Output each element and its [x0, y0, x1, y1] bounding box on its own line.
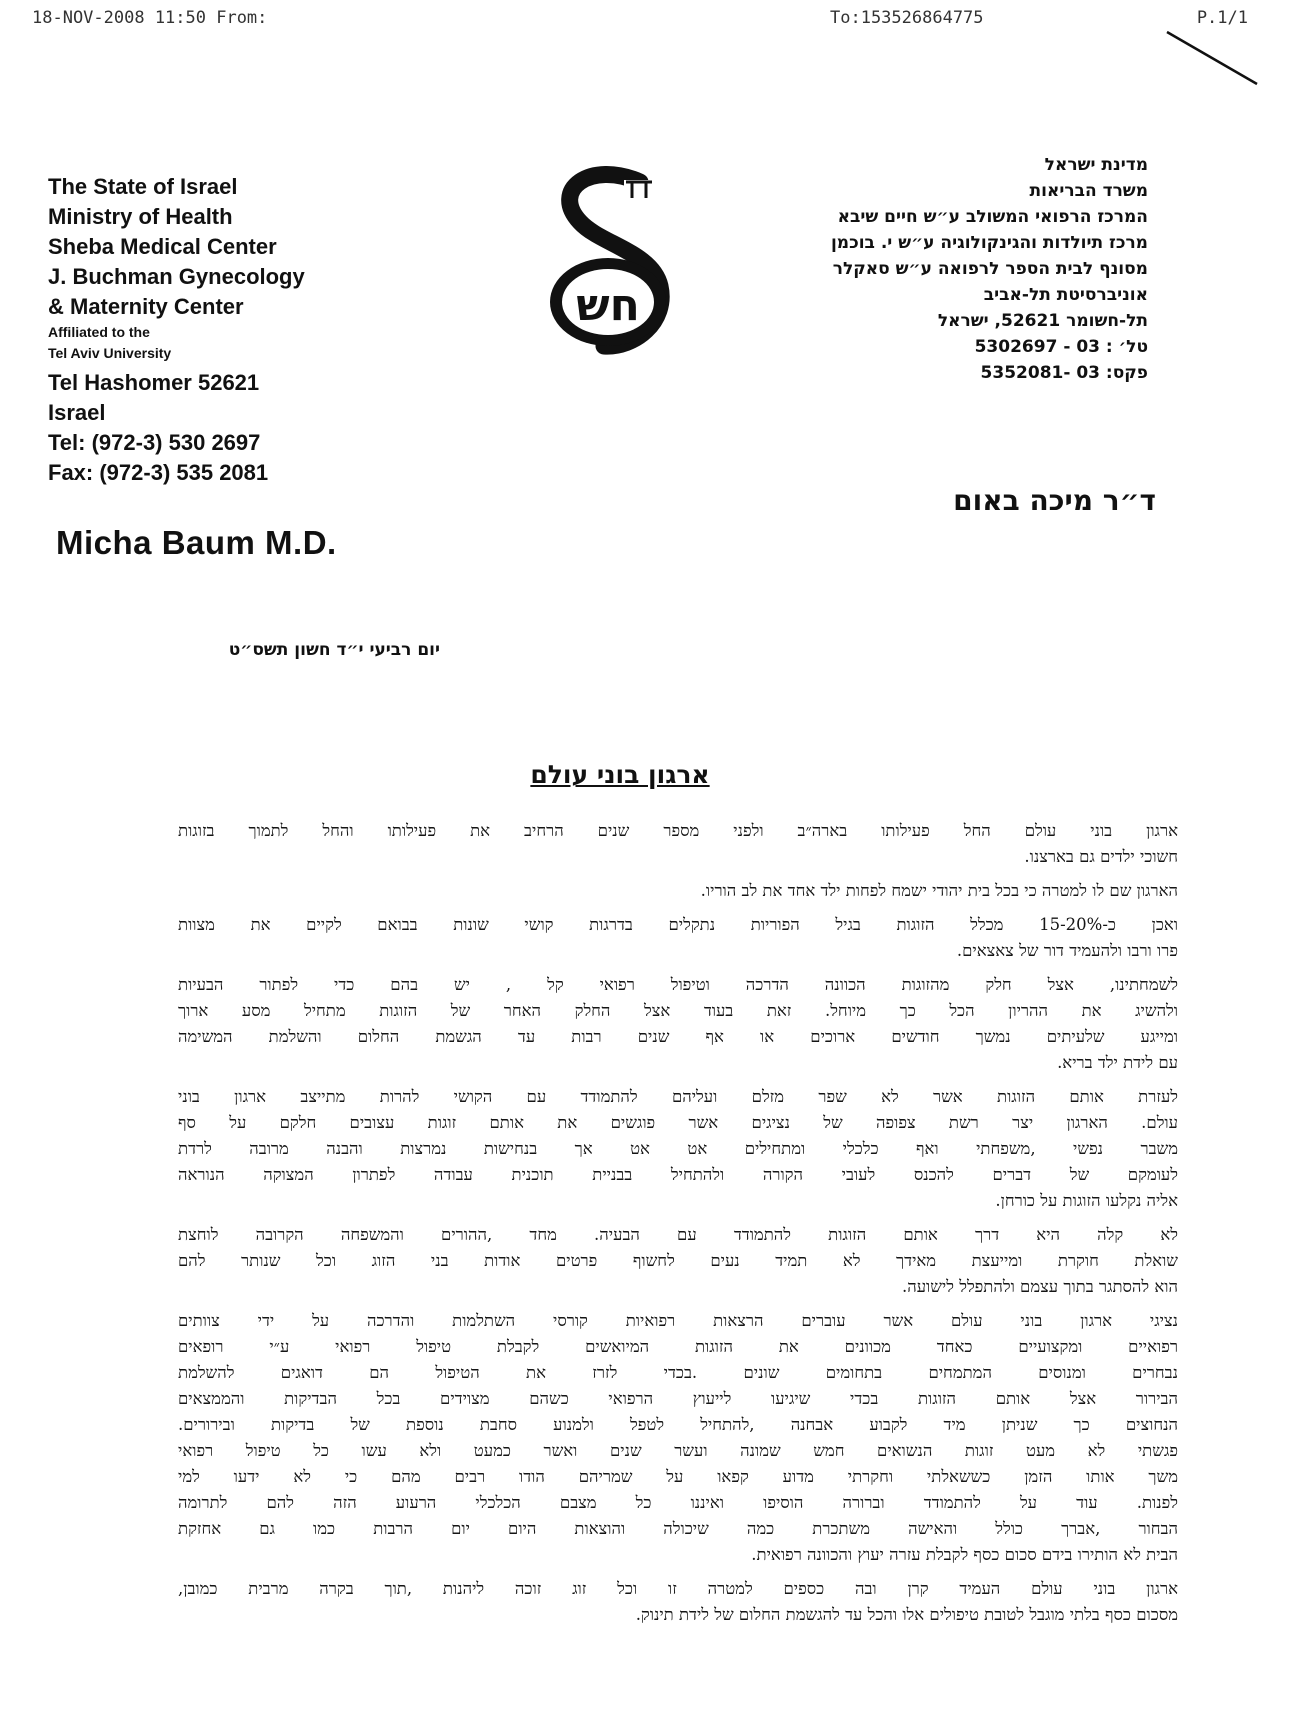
body-paragraph [178, 1576, 1178, 1628]
body-line: רפואיים ומקצועיים כאחד מכוונים את הזוגות המיואשים לקבלת טיפול רפואי ע״י רופאים [178, 1337, 1178, 1356]
body-line: ארגון בוני עולם החל פעילותו בארה״ב ולפני מספר שנים הרחיב את פעילותו והחל לתמוך בזוגות [178, 821, 1178, 840]
letterhead-he-fax: פקס: 03 -5352081 [980, 363, 1148, 383]
letter-body [178, 818, 1178, 1636]
body-line: משך אותו הזמן כששאלתי וחקרתי מדוע קפאו על שמריהם הודו רבים מהם כי לא ידעו למי [178, 1467, 1178, 1486]
body-line: שואלת חוקרת ומייעצת מאידך לא תמיד נעים לחשוף פרטים אודות בני הזוג וכל שנותר להם [178, 1251, 1178, 1270]
letterhead-he-ministry: משרד הבריאות [1029, 181, 1148, 201]
body-paragraph [178, 1084, 1178, 1214]
fax-recipient: To:153526864775 [830, 8, 984, 28]
letterhead-medical-center: Sheba Medical Center [48, 234, 277, 259]
letterhead-hebrew [718, 152, 1148, 386]
fax-page-number: P.1/1 [1196, 8, 1248, 28]
body-line: לא קלה היא דרך אותם הזוגות להתמודד עם הבעיה. מחד ,ההורים והמשפחה הקרובה לוחצת [178, 1225, 1178, 1244]
body-line: הארגון שם לו למטרה כי בכל בית יהודי ישמח לפחות ילד אחד את לב הוריו. [700, 881, 1178, 900]
letterhead-address: Tel Hashomer 52621 [48, 370, 260, 395]
body-paragraph [178, 1308, 1178, 1568]
body-line: מסכום כסף בלתי מוגבל לטובת טיפולים אלו והכל עד להגשמת החלום של לידת תינוק. [635, 1605, 1178, 1624]
body-line: ולהשיג את ההריון הכל כך מיוחל. זאת בעוד אצל החלק האחר של הזוגות מתחיל מסע ארוך [178, 1001, 1178, 1020]
body-line: חשוכי ילדים גם בארצנו. [1024, 847, 1178, 866]
body-line: לשמחתינו, אצל חלק מהזוגות הכוונה הדרכה וטיפול רפואי קל , יש בהם כדי לפתור הבעיות [178, 975, 1178, 994]
body-paragraph [178, 818, 1178, 870]
sheba-logo [520, 160, 700, 360]
body-paragraph [178, 972, 1178, 1076]
letterhead-he-state: מדינת ישראל [1044, 155, 1148, 175]
letterhead-state: The State of Israel [48, 174, 238, 199]
body-paragraph [178, 912, 1178, 964]
letterhead-english [48, 172, 408, 488]
body-paragraph [178, 878, 1178, 904]
body-line: לעזרת אותם הזוגות אשר לא שפר מזלם ועליהם להתמודד עם הקושי להרות מתייצב ארגון בוני [178, 1087, 1178, 1106]
body-line: פגשתי לא מעט זוגות הנשואים חמש שמונה ועשר שנים ואשר כמעט ולא עשו כל טיפול רפואי [178, 1441, 1178, 1460]
logo-letters: חש [576, 280, 640, 331]
letterhead-he-medical-center: המרכז הרפואי המשולב ע״ש חיים שיבא [837, 207, 1148, 227]
fax-header [0, 8, 1296, 34]
body-line: ומייגע שלעיתים נמשך חודשים ארוכים או אף שנים רבות עד הגשמת החלום והשלמת המשימה [178, 1027, 1178, 1046]
body-line: נציגי ארגון בוני עולם אשר עוברים הרצאות רפואיות קורסי השתלמות והדרכה על ידי צוותים [178, 1311, 1178, 1330]
letterhead-university: Tel Aviv University [48, 345, 172, 361]
body-line: הוא להסתגר בתוך עצמם ולהתפלל לישועה. [901, 1277, 1178, 1296]
letterhead-phone: Tel: (972-3) 530 2697 [48, 430, 261, 455]
letterhead-he-phone: טל׳ : 03 - 5302697 [974, 337, 1148, 357]
letterhead-department-2: & Maternity Center [48, 294, 244, 319]
body-line: אליה נקלעו הזוגות על כורחן. [995, 1191, 1178, 1210]
body-line: ואכן כ-15-20% מכלל הזוגות בגיל הפוריות נתקלים בדרגות קושי שונות בבואם לקיים את מצוות [178, 915, 1178, 934]
letterhead-ministry: Ministry of Health [48, 204, 233, 229]
letter-date: יום רביעי י״ד חשון תשס״ט [228, 640, 440, 660]
letterhead-department: J. Buchman Gynecology [48, 264, 305, 289]
fax-slash-mark [1165, 28, 1265, 88]
body-line: הבירור אצל אותם הזוגות בכדי שיגיעו לייעוץ הרפואי כשהם מצוידים בכל הבדיקות והממצאים [178, 1389, 1178, 1408]
doctor-name-english: Micha Baum M.D. [56, 524, 337, 561]
body-line: פרו ורבו ולהעמיד דור של צאצאים. [956, 941, 1178, 960]
body-paragraph [178, 1222, 1178, 1300]
letterhead-fax: Fax: (972-3) 535 2081 [48, 460, 269, 485]
body-line: לפנות. עוד על להתמודד וברורה הוסיפו ואיננו כל מצבם הכלכלי הרעוע הזה להם לתרומה [178, 1493, 1178, 1512]
body-line: נבחרים ומנוסים המתמחים בתחומים שונים .בכדי לזרז את הטיפול הם דואגים להשלמת [178, 1363, 1178, 1382]
body-line: משבר נפשי ,משפחתי ואף כלכלי ומתחילים אט אט אך בנחישות נמרצות והבנה מרובה לרדת [178, 1139, 1178, 1158]
body-line: הבחור ,אברך כולל והאישה משתכרת כמה שיכולה והוצאות היום יום הרבות כמו גם אחזקת [178, 1519, 1178, 1538]
letterhead-he-university: אוניברסיטת תל-אביב [983, 285, 1148, 305]
letterhead-country: Israel [48, 400, 106, 425]
letterhead-he-affiliation: מסונף לבית הספר לרפואה ע״ש סאקלר [832, 259, 1148, 279]
body-line: לעומקם של דברים להכנס לעובי הקורה ולהתחיל בבניית תוכנית עבודה לפתרון המצוקה הנוראה [178, 1165, 1178, 1184]
letter-title: ארגון בוני עולם [530, 760, 710, 789]
body-line: הנחוצים כך שניתן מיד לקבוע אבחנה ,להתחיל לטפל ולמנוע סחבת נוספת של בדיקות ובירורים. [178, 1415, 1178, 1434]
body-line: הבית לא הותירו בידם סכום כסף לקבלת עזרה יעוץ והכוונה רפואית. [751, 1545, 1178, 1564]
doctor-name-hebrew: ד״ר מיכה באום [953, 484, 1156, 517]
body-line: עולם. הארגון יצר רשת צפופה של נציגים אשר פוגשים את אותם זוגות עצובים חלקם על סף [178, 1113, 1178, 1132]
letterhead-he-department: מרכז תיולדות והגינקולוגיה ע״ש י. בוכמן [830, 233, 1148, 253]
letterhead-he-address: תל-חשומר 52621, ישראל [937, 311, 1148, 331]
body-line: עם לידת ילד בריא. [1057, 1053, 1178, 1072]
fax-timestamp: 18-NOV-2008 11:50 From: [32, 8, 268, 28]
letterhead-affiliation: Affiliated to the [48, 324, 150, 340]
body-line: ארגון בוני עולם העמיד קרן ובה כספים למטרה זו וכל זוג זוכה ליהנות ,תוך בקרה מרבית כמובן, [178, 1579, 1178, 1598]
